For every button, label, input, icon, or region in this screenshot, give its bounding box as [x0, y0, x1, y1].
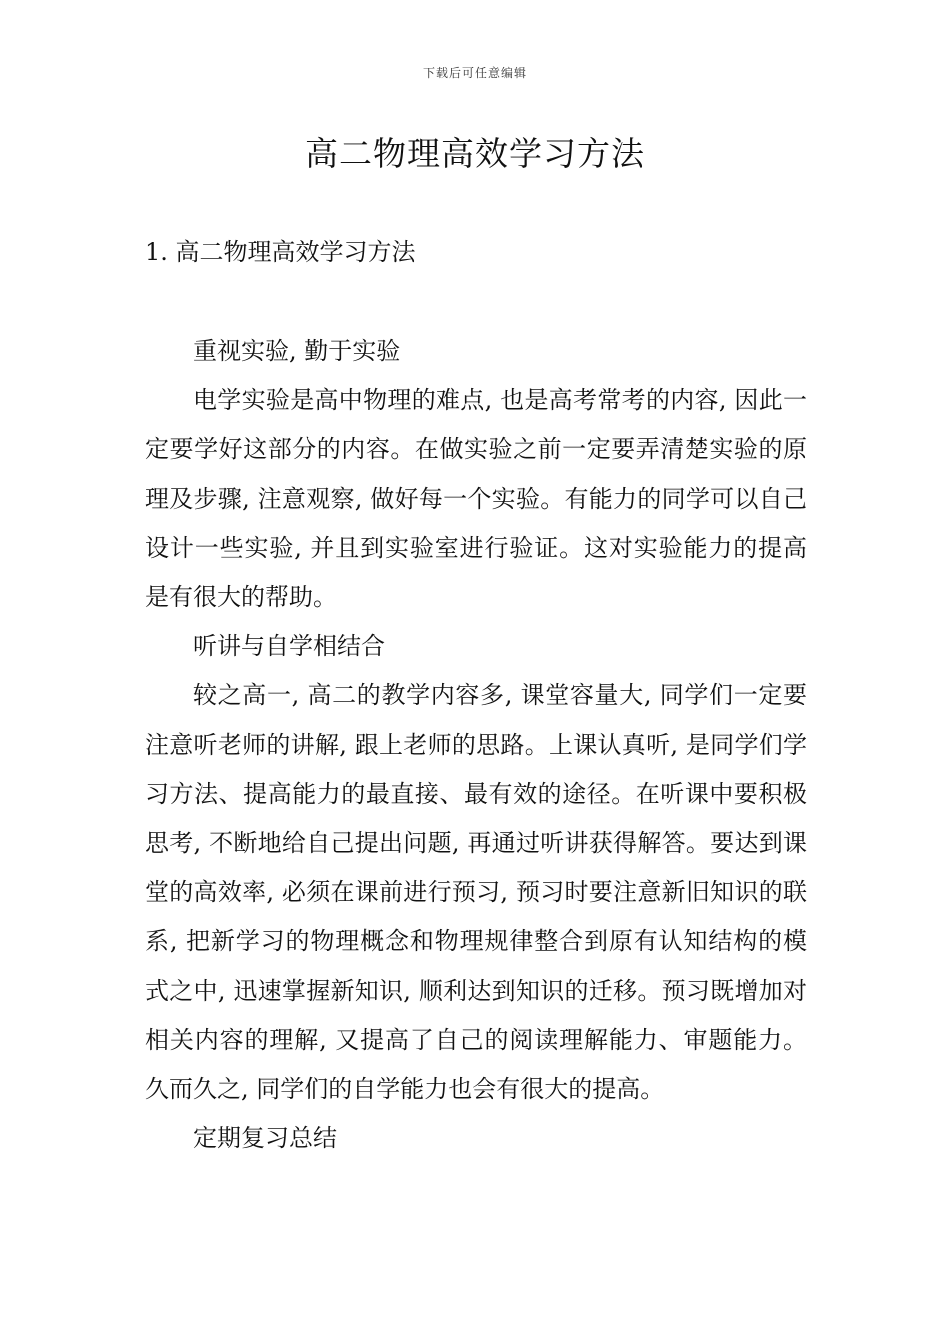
header-note: 下载后可任意编辑: [422, 66, 527, 80]
subheading-experiments: 重视实验, 勤于实验: [193, 337, 401, 365]
paragraph-listening: 较之高一, 高二的教学内容多, 课堂容量大, 同学们一定要注意听老师的讲解, 跟上老师的思路。上课认真听, 是同学们学习方法、提高能力的最直接、最有效的途径。在听课中要积极思考, 不断地给自己提出问题, 再通过听讲获得解答。要达到课堂的高效率, 必须在课前进行预习, 预习时要注意新旧知识的联系, 把新学习的物理概念和物理规律整合到原有认知结构的模式之中, 迅速掌握新知识, 顺利达到知识的迁移。预习既增加对相关内容的理解, 又提高了自己的阅读理解能力、审题能力。久而久之, 同学们的自学能力也会有很大的提高。: [145, 681, 807, 1104]
document-title: 高二物理高效学习方法: [305, 134, 645, 173]
document-body: [145, 327, 807, 1163]
subheading-review: 定期复习总结: [193, 1124, 337, 1153]
subheading-listening: 听讲与自学相结合: [193, 632, 385, 661]
section-heading: 1. 高二物理高效学习方法: [145, 238, 416, 266]
paragraph-experiments: 电学实验是高中物理的难点, 也是高考常考的内容, 因此一定要学好这部分的内容。在做实验之前一定要弄清楚实验的原理及步骤, 注意观察, 做好每一个实验。有能力的同学可以自己设计一些实验, 并且到实验室进行验证。这对实验能力的提高是有很大的帮助。: [145, 386, 807, 612]
